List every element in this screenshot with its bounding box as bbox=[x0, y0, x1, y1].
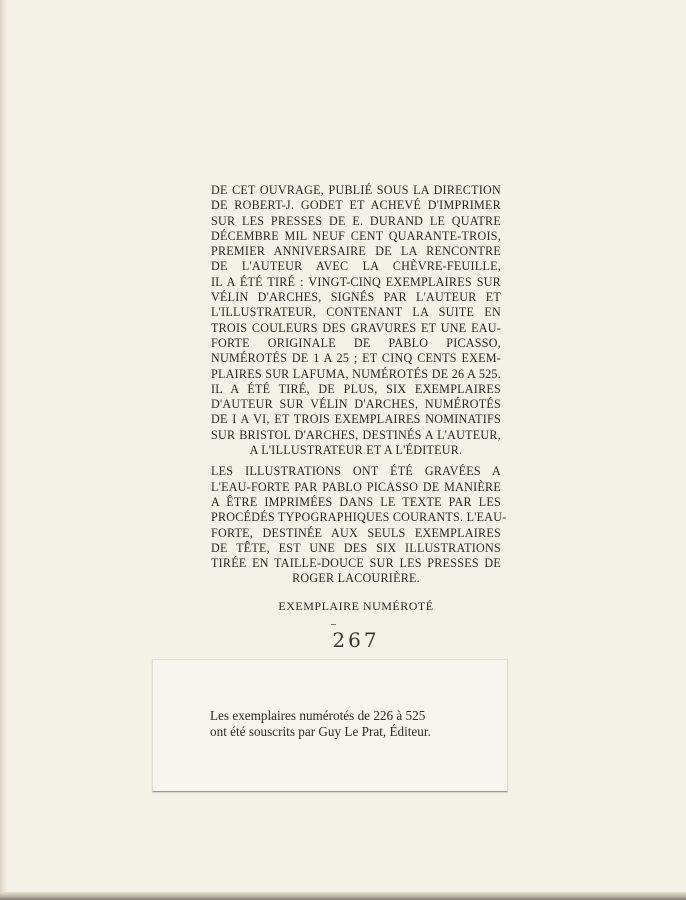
publisher-slip bbox=[152, 659, 508, 792]
colophon-text bbox=[211, 183, 507, 587]
colophon-line: ROGER LACOURIÈRE. bbox=[292, 571, 420, 586]
colophon-line: DE TÊTE, EST UNE DES SIX ILLUSTRATIONS bbox=[211, 540, 501, 555]
colophon-line: FORTE ORIGINALE DE PABLO PICASSO, bbox=[211, 335, 501, 350]
colophon-line: DE I A VI, ET TROIS EXEMPLAIRES NOMINATIFS bbox=[211, 412, 501, 427]
colophon-line: TROIS COULEURS DES GRAVURES ET UNE EAU- bbox=[211, 320, 501, 335]
colophon-line: L'EAU-FORTE PAR PABLO PICASSO DE MANIÈRE bbox=[211, 479, 501, 494]
colophon-line: A L'ILLUSTRATEUR ET A L'ÉDITEUR. bbox=[249, 443, 463, 458]
colophon-line: PLAIRES SUR LAFUMA, NUMÉROTÉS DE 26 A 525. bbox=[211, 366, 501, 381]
page-binding-shadow bbox=[0, 0, 8, 900]
colophon-line: L'ILLUSTRATEUR, CONTENANT LA SUITE EN bbox=[211, 305, 501, 320]
edition-label: EXEMPLAIRE NUMÉROTÉ bbox=[278, 599, 434, 613]
colophon-line: PREMIER ANNIVERSAIRE DE LA RENCONTRE bbox=[211, 244, 501, 259]
colophon-line: SUR LES PRESSES DE E. DURAND LE QUATRE bbox=[211, 213, 501, 228]
colophon-line: VÉLIN D'ARCHES, SIGNÉS PAR L'AUTEUR ET bbox=[211, 290, 501, 305]
colophon-line: SUR BRISTOL D'ARCHES, DESTINÉS A L'AUTEUR, bbox=[211, 427, 501, 442]
colophon-line: LES ILLUSTRATIONS ONT ÉTÉ GRAVÉES A bbox=[211, 464, 501, 479]
slip-line-1: Les exemplaires numérotés de 226 à 525 bbox=[210, 708, 426, 723]
colophon-line: IL A ÉTÉ TIRÉ : VINGT-CINQ EXEMPLAIRES SUR bbox=[211, 274, 501, 289]
page-bottom-edge bbox=[0, 892, 686, 900]
slip-line-2: ont été souscrits par Guy Le Prat, Éditeur. bbox=[210, 724, 431, 739]
colophon-line: D'AUTEUR SUR VÉLIN D'ARCHES, NUMÉROTÉS bbox=[211, 397, 501, 412]
colophon-line: DE CET OUVRAGE, PUBLIÉ SOUS LA DIRECTION bbox=[211, 183, 501, 197]
colophon-line: FORTE, DESTINÉE AUX SEULS EXEMPLAIRES bbox=[211, 525, 501, 540]
serial-number: 267 bbox=[332, 628, 380, 652]
colophon-line: DÉCEMBRE MIL NEUF CENT QUARANTE-TROIS, bbox=[211, 228, 501, 243]
colophon-line: NUMÉROTÉS DE 1 A 25 ; ET CINQ CENTS EXEM- bbox=[211, 351, 501, 366]
slip-text bbox=[210, 708, 455, 740]
print-mark bbox=[331, 624, 336, 625]
colophon-line: DE L'AUTEUR AVEC LA CHÈVRE-FEUILLE, bbox=[211, 259, 501, 274]
colophon-line: A ÊTRE IMPRIMÉES DANS LE TEXTE PAR LES bbox=[211, 494, 501, 509]
colophon-line: DE ROBERT-J. GODET ET ACHEVÉ D'IMPRIMER bbox=[211, 198, 501, 213]
colophon-line: TIRÉE EN TAILLE-DOUCE SUR LES PRESSES DE bbox=[211, 556, 501, 571]
colophon-line: PROCÉDÉS TYPOGRAPHIQUES COURANTS. L'EAU- bbox=[211, 510, 507, 525]
colophon-line: IL A ÉTÉ TIRÉ, DE PLUS, SIX EXEMPLAIRES bbox=[211, 381, 501, 396]
